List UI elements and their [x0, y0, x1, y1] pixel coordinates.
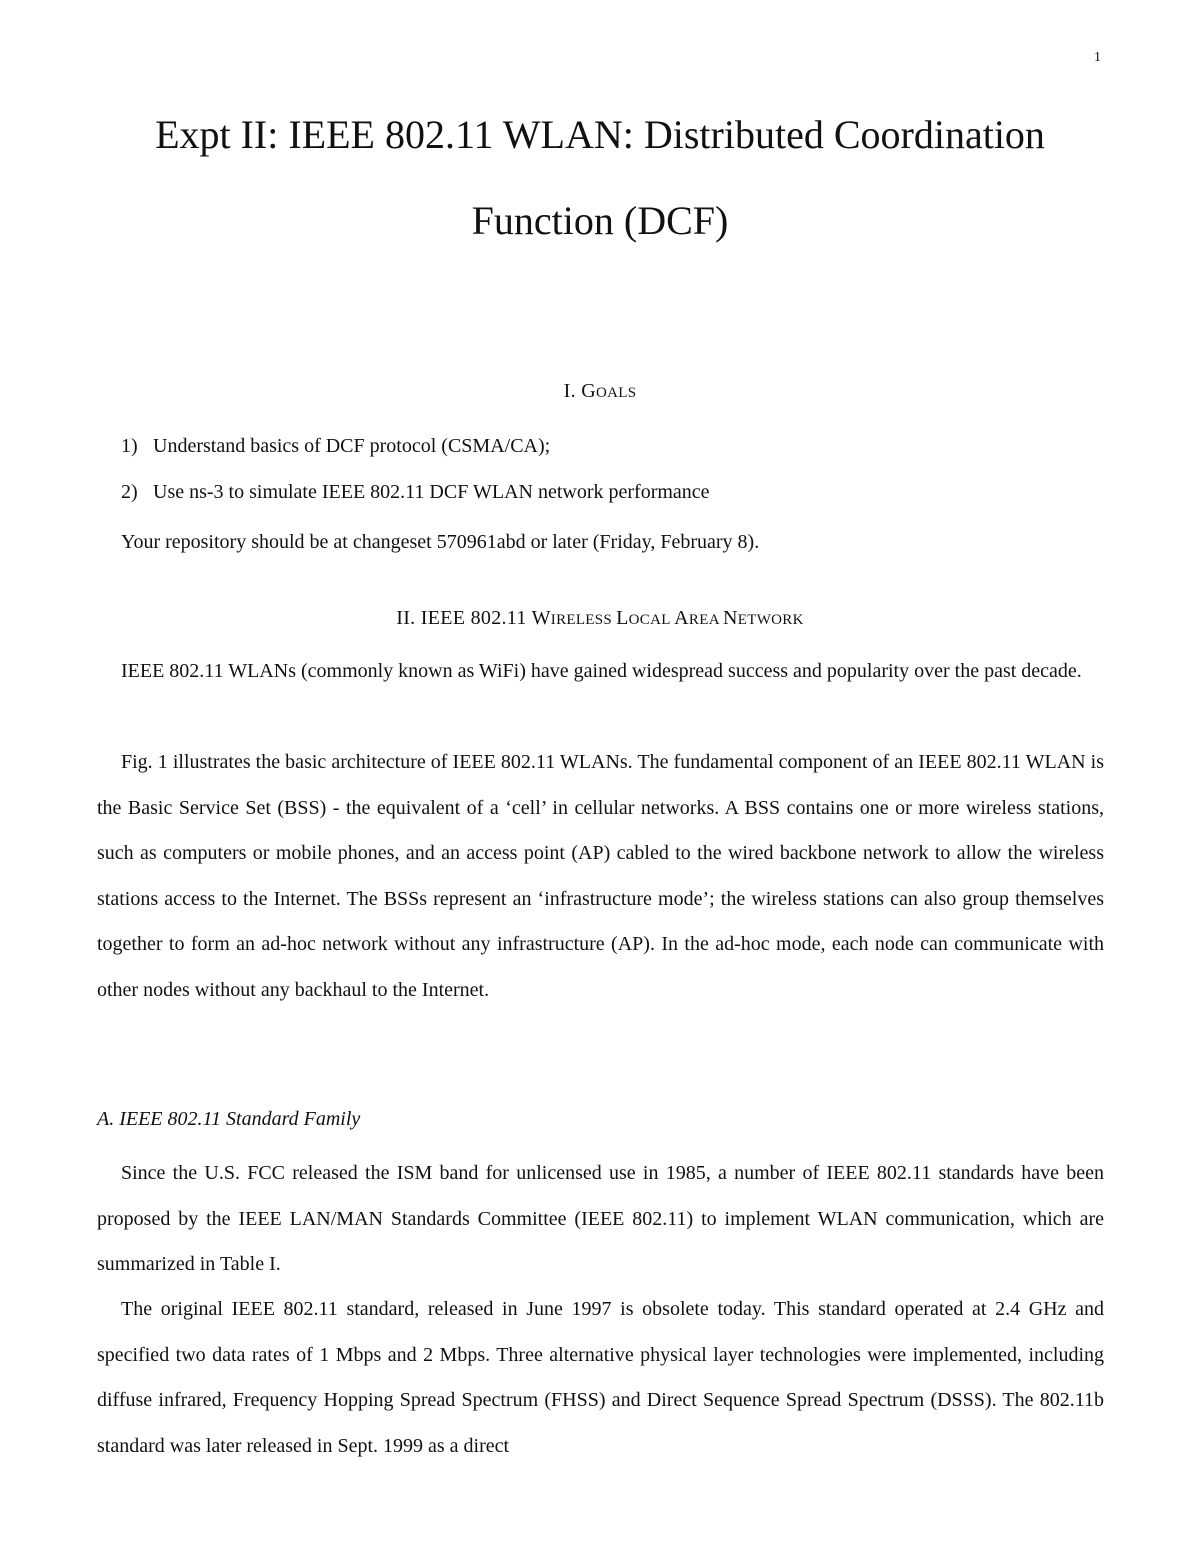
section-rest: ETWORK: [737, 612, 804, 628]
title-line-1: Expt II: IEEE 802.11 WLAN: Distributed Coordination: [155, 112, 1045, 157]
section-rest: OCAL: [628, 612, 675, 628]
section-rest: OALS: [595, 385, 637, 401]
section-cap: N: [723, 607, 738, 629]
repository-note: Your repository should be at changeset 570961abd or later (Friday, February 8).: [121, 531, 760, 553]
list-text: Understand basics of DCF protocol (CSMA/CA);: [153, 435, 551, 457]
section-heading-wlan: [0, 607, 1200, 630]
list-number: 1): [121, 435, 138, 457]
paragraph-architecture: Fig. 1 illustrates the basic architecture of IEEE 802.11 WLANs. The fundamental component of an IEEE 802.11 WLAN is the Basic Service Set (BSS) - the equivalent of a ‘cell’ in cellular networks. A BSS contains one or more wireless stations, such as computers or mobile phones, and an access point (AP) cabled to the wired backbone network to allow the wireless stations access to the Internet. The BSSs represent an ‘infrastructure mode’; the wireless stations can also group themselves together to form an ad-hoc network without any infrastructure (AP). In the ad-hoc mode, each node can communicate with other nodes without any backhaul to the Internet.: [97, 751, 1104, 1001]
list-item: [121, 480, 710, 504]
section-lead: IEEE 802.11: [420, 607, 532, 629]
list-text: Use ns-3 to simulate IEEE 802.11 DCF WLAN network performance: [153, 481, 710, 503]
section-rest: IRELESS: [550, 612, 617, 628]
title-line-2: Function (DCF): [471, 198, 729, 243]
section-cap: A: [674, 607, 689, 629]
page-number: 1: [1094, 50, 1101, 65]
section-heading-goals: [0, 380, 1200, 403]
subsection-heading: A. IEEE 802.11 Standard Family: [97, 1108, 361, 1130]
section-cap: G: [581, 380, 596, 402]
list-number: 2): [121, 481, 138, 503]
paragraph-standards: Since the U.S. FCC released the ISM band for unlicensed use in 1985, a number of IEEE 802.11 standards have been proposed by the IEEE LAN/MAN Standards Committee (IEEE 802.11) to implement WLAN communication, which are summarized in Table I.: [97, 1162, 1104, 1276]
paragraph-intro: IEEE 802.11 WLANs (commonly known as WiFi) have gained widespread success and popularity over the past decade.: [121, 660, 1082, 682]
paragraph-original-standard: The original IEEE 802.11 standard, released in June 1997 is obsolete today. This standard operated at 2.4 GHz and specified two data rates of 1 Mbps and 2 Mbps. Three alternative physical layer technologies were implemented, including diffuse infrared, Frequency Hopping Spread Spectrum (FHSS) and Direct Sequence Spread Spectrum (DSSS). The 802.11b standard was later released in Sept. 1999 as a direct: [97, 1298, 1104, 1457]
section-cap: L: [616, 607, 629, 629]
section-rest: REA: [688, 612, 724, 628]
section-cap: W: [531, 607, 551, 629]
section-numeral: II.: [396, 607, 416, 629]
section-numeral: I.: [563, 380, 576, 402]
paper-title: [60, 92, 1140, 264]
list-item: [121, 434, 550, 458]
